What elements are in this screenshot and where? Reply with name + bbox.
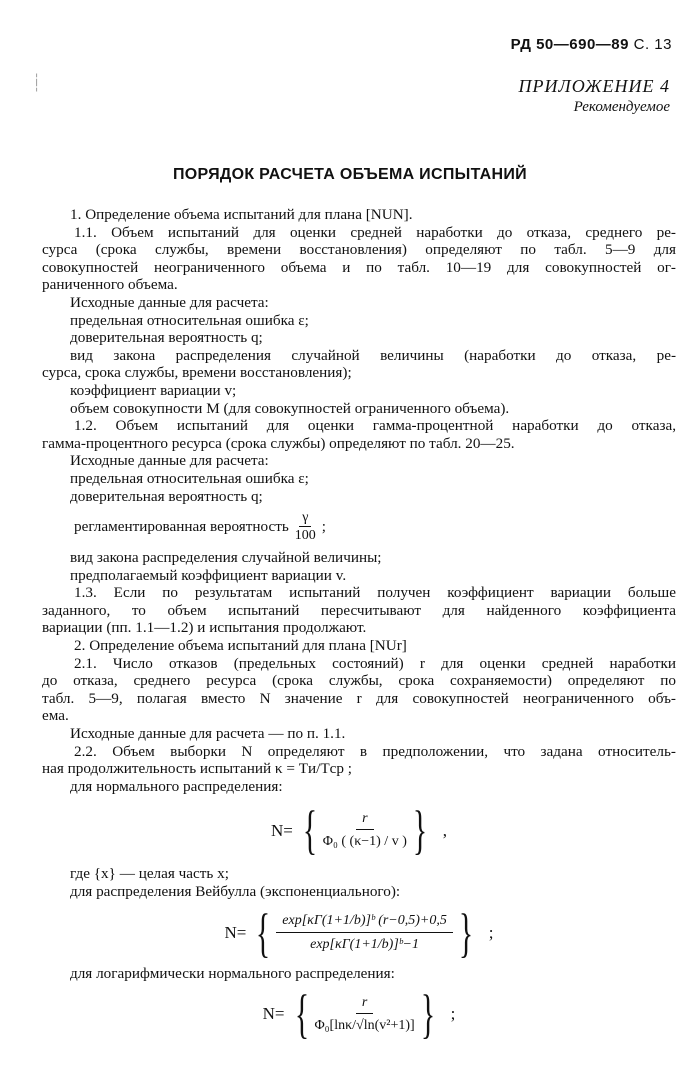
body-text bbox=[42, 206, 676, 1046]
fraction-numerator: γ bbox=[299, 510, 311, 527]
doc-code: РД 50—690—89 bbox=[510, 36, 629, 53]
close-brace: } bbox=[458, 902, 473, 963]
page-number: С. 13 bbox=[633, 36, 672, 53]
close-brace: } bbox=[420, 984, 435, 1045]
formula-numerator: exp[κΓ(1+1/b)]ᵇ (r−0,5)+0,5 bbox=[276, 912, 453, 933]
weibull-formula bbox=[42, 901, 676, 965]
appendix-subtitle: Рекомендуемое bbox=[573, 99, 670, 115]
text-line: ная продолжительность испытаний κ = Tи/Tср ; bbox=[42, 760, 352, 778]
text-line: доверительная вероятность q; bbox=[70, 487, 263, 505]
text-line: для логарифмически нормального распределения: bbox=[70, 964, 395, 982]
text-line: табл. 5—9, полагая вместо N значение r для совокупностей неограниченного объ- bbox=[42, 689, 676, 707]
text-line: 1. Определение объема испытаний для плана [NUN]. bbox=[70, 206, 413, 223]
text-line: ема. bbox=[42, 707, 69, 725]
section-title: ПОРЯДОК РАСЧЕТА ОБЪЕМА ИСПЫТАНИЙ bbox=[173, 166, 527, 183]
appendix-label bbox=[519, 76, 670, 116]
text-line: Исходные данные для расчета — по п. 1.1. bbox=[70, 725, 346, 743]
formula-fraction bbox=[314, 994, 414, 1035]
text-line: Исходные данные для расчета: bbox=[70, 452, 269, 470]
text-line: для нормального распределения: bbox=[70, 777, 283, 795]
formula-denominator: Φ₀[lnκ/√ln(v²+1)] bbox=[314, 1018, 415, 1034]
text-line: сурса, срока службы, времени восстановления); bbox=[42, 364, 352, 382]
appendix-title: ПРИЛОЖЕНИЕ 4 bbox=[518, 76, 670, 96]
text-line: 2. Определение объема испытаний для плана [NUr] bbox=[74, 637, 407, 655]
fraction-denominator: 100 bbox=[294, 528, 316, 544]
text-line: до отказа, среднего ресурса (срока службы, срока сохраняемости) определяют по bbox=[42, 672, 676, 690]
open-brace: { bbox=[256, 902, 271, 963]
punctuation: ; bbox=[321, 518, 327, 536]
text-line: 2.1. Число отказов (предельных состояний) r для оценки средней наработки bbox=[74, 654, 676, 672]
close-brace: } bbox=[412, 800, 427, 861]
formula-numerator: r bbox=[356, 994, 373, 1015]
text-line: для распределения Вейбулла (экспоненциального): bbox=[70, 883, 401, 900]
punctuation: , bbox=[442, 820, 448, 840]
text-line: гамма-процентного ресурса (срока службы) определяют по табл. 20—25. bbox=[42, 434, 515, 452]
text-line: 1.2. Объем испытаний для оценки гамма-процентной наработки до отказа, bbox=[74, 417, 676, 435]
text-line: Исходные данные для расчета: bbox=[70, 293, 269, 311]
formula-lhs: N= bbox=[270, 820, 293, 840]
formula-lhs: N= bbox=[224, 922, 247, 942]
formula-lhs: N= bbox=[262, 1004, 285, 1024]
formula-denominator: Φ₀ ( (κ−1) / v ) bbox=[322, 834, 407, 850]
formula-fraction bbox=[276, 912, 453, 953]
regulated-probability-line bbox=[42, 505, 676, 549]
text-line: коэффициент вариации v; bbox=[70, 381, 237, 399]
text-line: вид закона распределения случайной величины (наработки до отказа, ре- bbox=[70, 346, 676, 364]
text-line: 2.2. Объем выборки N определяют в предположении, что задана относитель- bbox=[74, 742, 676, 760]
formula-fraction bbox=[323, 810, 407, 851]
text-line: сурса (срока службы, времени восстановления) определяют по табл. 5—9 для bbox=[42, 241, 676, 259]
text-line: заданного, то объем испытаний пересчитывают для найденного коэффициента bbox=[42, 601, 676, 619]
punctuation: ; bbox=[450, 1004, 456, 1024]
text-line: раниченного объема. bbox=[42, 276, 178, 294]
text-line: предполагаемый коэффициент вариации v. bbox=[70, 566, 347, 584]
text-line: объем совокупности M (для совокупностей ограниченного объема). bbox=[70, 399, 510, 417]
open-brace: { bbox=[294, 984, 309, 1045]
normal-distribution-formula bbox=[42, 795, 676, 865]
text-line: вариации (пп. 1.1—1.2) и испытания продолжают. bbox=[42, 619, 367, 637]
scan-marks: ╎ ╎ bbox=[34, 73, 40, 92]
text-line: где {x} — целая часть x; bbox=[70, 865, 229, 883]
text-line: совокупностей неограниченного объема и по табл. 10—19 для совокупностей ог- bbox=[42, 258, 676, 276]
text-line: доверительная вероятность q; bbox=[70, 329, 263, 347]
text-line: регламентированная вероятность bbox=[74, 518, 289, 536]
text-line: предельная относительная ошибка ε; bbox=[70, 469, 309, 487]
text-line: вид закона распределения случайной величины; bbox=[70, 549, 382, 567]
formula-numerator: r bbox=[356, 810, 373, 831]
formula-denominator: exp[κΓ(1+1/b)]ᵇ−1 bbox=[310, 936, 420, 952]
lognormal-formula bbox=[42, 982, 676, 1046]
text-line: 1.1. Объем испытаний для оценки средней наработки до отказа, среднего ре- bbox=[74, 223, 676, 241]
gamma-fraction bbox=[295, 510, 316, 544]
text-line: предельная относительная ошибка ε; bbox=[70, 311, 309, 329]
open-brace: { bbox=[302, 800, 317, 861]
page-header bbox=[511, 36, 672, 53]
text-line: 1.3. Если по результатам испытаний получен коэффициент вариации больше bbox=[74, 584, 676, 602]
punctuation: ; bbox=[488, 922, 494, 942]
